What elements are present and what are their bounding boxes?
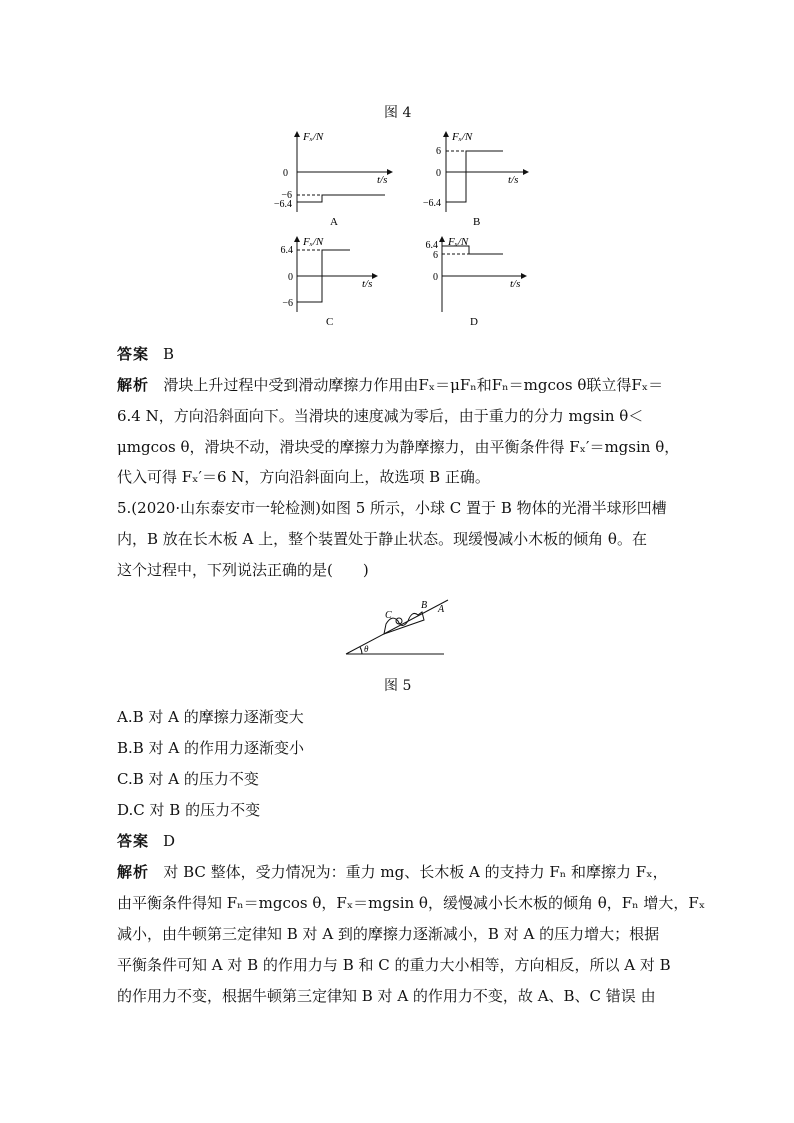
graph-d-tick-1: 6 [433,250,438,261]
graph-b-tick-0: 6 [436,146,441,157]
graph-a-tick-1: −6 [281,190,292,201]
graph-d-xlabel: t/s [510,278,521,290]
q5-option-d: D.C 对 B 的压力不变 [117,801,261,819]
graph-c-tick-1: 0 [288,272,293,283]
graph-b [446,132,528,212]
q5-analysis-line-2: 由平衡条件得知 Fₙ＝mgcos θ，Fₓ＝mgsin θ，缓慢减小长木板的倾角 θ，Fₙ 增大，Fₓ [117,894,706,912]
graph-d-tick-2: 0 [433,272,438,283]
graph-c-tick-0: 6.4 [280,245,293,256]
q5-analysis-line-1 [117,861,668,882]
q4-answer-value: B [163,345,175,363]
figure-5-label-c: C [385,610,392,621]
q4-analysis-line-4: 代入可得 Fₓ′＝6 N，方向沿斜面向上，故选项 B 正确。 [117,468,490,486]
graph-a-ylabel: Fₓ/N [303,131,324,143]
q5-answer-label: 答案 [117,832,150,850]
figure-5-label-theta: θ [364,644,369,654]
q4-analysis-line-3: μmgcos θ，滑块不动，滑块受的摩擦力为静摩擦力，由平衡条件得 Fₓ′＝mgsin θ， [117,438,680,456]
figure-5-incline [330,588,460,660]
graph-a-tick-0: 0 [283,168,288,179]
q5-answer-row [117,830,175,851]
q4-answer-row [117,343,174,364]
graph-c [297,237,377,312]
incline-board [346,600,448,654]
q4-analysis-line-2: 6.4 N，方向沿斜面向下。当滑块的速度减为零后，由于重力的分力 mgsin θ＜ [117,407,644,425]
graph-a-tick-2: −6.4 [273,199,292,210]
q5-option-c: C.B 对 A 的压力不变 [117,770,259,788]
q5-stem-line-1: 5.(2020·山东泰安市一轮检测)如图 5 所示，小球 C 置于 B 物体的光滑半球形凹槽 [117,499,667,517]
graph-c-tick-2: −6 [282,298,293,309]
figure-5-caption: 图 5 [384,678,412,694]
q5-option-b: B.B 对 A 的作用力逐渐变小 [117,739,304,757]
graph-c-xlabel: t/s [362,278,373,290]
graph-c-letter: C [326,316,334,328]
figure-4-graphs [0,0,794,340]
q5-analysis-text-1: 对 BC 整体，受力情况为：重力 mg、长木板 A 的支持力 Fₙ 和摩擦力 Fₓ， [163,863,668,881]
graph-d-letter: D [470,316,478,328]
q4-answer-label: 答案 [117,345,150,363]
graph-b-ylabel: Fₓ/N [452,131,473,143]
q5-analysis-line-5: 的作用力不变，根据牛顿第三定律知 B 对 A 的作用力不变，故 A、B、C 错误 由 [117,987,656,1005]
q5-stem-line-2: 内，B 放在长木板 A 上，整个装置处于静止状态。现缓慢减小木板的倾角 θ。在 [117,530,647,548]
q4-analysis-line-1 [117,374,663,395]
q5-option-a: A.B 对 A 的摩擦力逐渐变大 [117,708,304,726]
figure-4-caption: 图 4 [384,105,412,121]
graph-b-tick-1: 0 [436,168,441,179]
graph-c-ylabel: Fₓ/N [303,236,324,248]
figure-5-label-a: A [438,604,445,615]
graph-b-curve [446,151,503,202]
angle-arc [360,647,362,654]
graph-b-xlabel: t/s [508,174,519,186]
q5-analysis-label: 解析 [117,863,150,881]
q5-answer-value: D [163,832,176,850]
graph-b-tick-2: −6.4 [422,198,441,209]
graph-d-ylabel: Fₓ/N [448,236,469,248]
q5-stem-line-3: 这个过程中，下列说法正确的是( ) [117,561,369,579]
figure-5-label-b: B [421,600,428,611]
graph-a [297,132,392,212]
q5-analysis-line-4: 平衡条件可知 A 对 B 的作用力与 B 和 C 的重力大小相等，方向相反，所以 A 对 B [117,956,671,974]
graph-a-curve [297,195,385,202]
q5-analysis-line-3: 减小，由牛顿第三定律知 B 对 A 到的摩擦力逐渐减小，B 对 A 的压力增大；根据 [117,925,660,943]
q4-analysis-text-1: 滑块上升过程中受到滑动摩擦力作用由Fₓ＝μFₙ和Fₙ＝mgcos θ联立得Fₓ＝ [163,376,664,394]
graph-d-tick-0: 6.4 [425,240,438,251]
graph-d [442,237,526,312]
graph-a-xlabel: t/s [377,174,388,186]
graph-b-letter: B [473,216,481,228]
graph-a-letter: A [330,216,338,228]
q4-analysis-label: 解析 [117,376,150,394]
